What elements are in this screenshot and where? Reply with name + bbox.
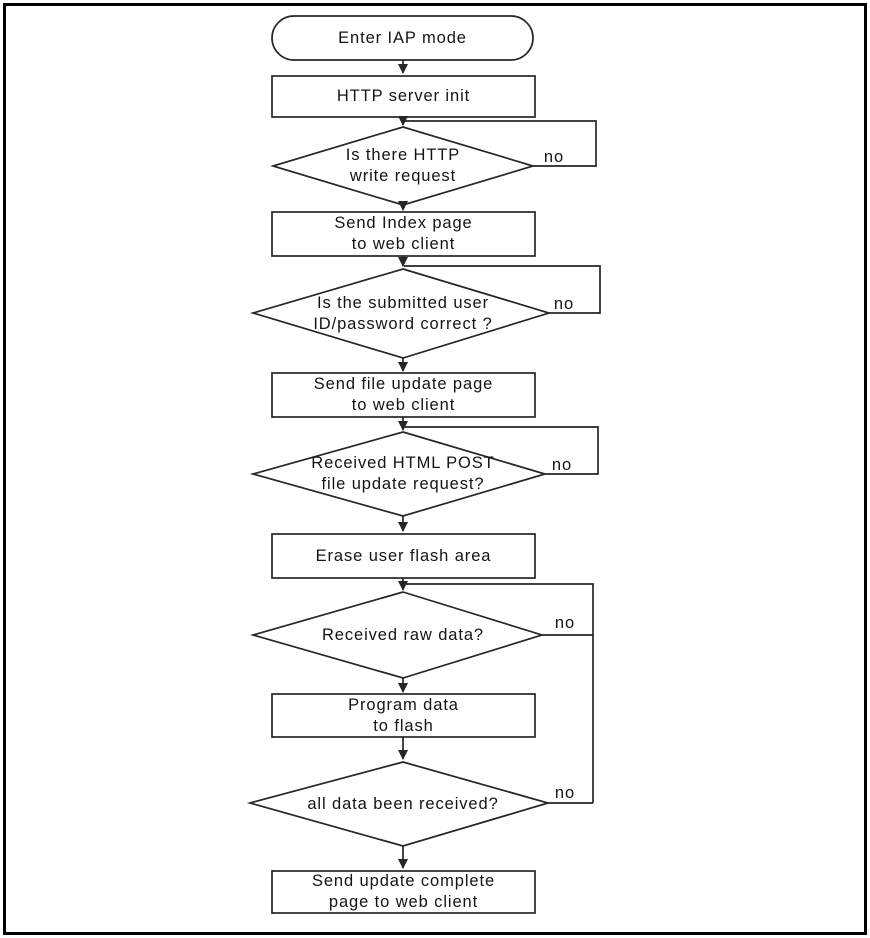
node-d-post-request-shape (253, 432, 545, 516)
node-send-update-page-label: Send file update page to web client (313, 375, 494, 414)
node-d-all-received-label: all data been received? (307, 794, 499, 813)
node-send-complete-shape (272, 871, 535, 913)
node-http-server-init-shape (272, 76, 535, 117)
node-d-credentials-shape (253, 269, 549, 358)
node-start-label: Enter IAP mode (338, 28, 467, 47)
node-d-write-request-shape (273, 127, 533, 205)
node-send-index-page-shape (272, 212, 535, 256)
node-program-flash-label: Program data to flash (348, 695, 459, 735)
node-start-shape (272, 16, 533, 60)
no-label-post-request: no (551, 455, 573, 474)
node-erase-flash-shape (272, 534, 535, 578)
no-label-credentials: no (553, 294, 575, 313)
node-erase-flash-label: Erase user flash area (315, 546, 492, 565)
node-d-raw-data-label: Received raw data? (321, 625, 485, 644)
node-d-all-received-shape (250, 762, 548, 846)
node-d-raw-data-shape (253, 592, 542, 678)
node-send-update-page-shape (272, 373, 535, 417)
node-d-write-request-label: Is there HTTP write request (345, 146, 461, 185)
node-http-server-init-label: HTTP server init (336, 87, 471, 105)
no-label-raw-data: no (554, 613, 576, 632)
no-label-all-received: no (554, 783, 576, 802)
node-d-post-request-label: Received HTML POST file update request? (311, 454, 495, 493)
node-send-complete-label: Send update complete page to web client (311, 872, 496, 911)
node-d-credentials-label: Is the submitted user ID/password correct ? (313, 293, 493, 333)
node-program-flash-shape (272, 694, 535, 737)
no-label-write-request: no (543, 147, 565, 166)
node-send-index-page-label: Send Index page to web client (334, 214, 473, 253)
